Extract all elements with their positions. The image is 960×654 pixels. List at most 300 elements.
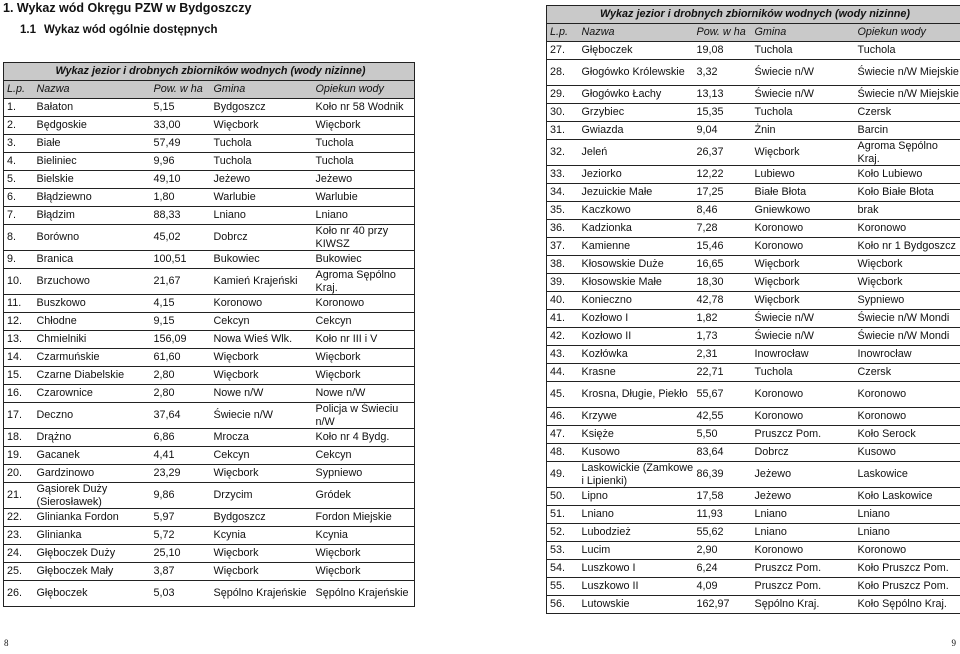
table-cell: 162,97 bbox=[694, 596, 752, 614]
table-cell: Więcbork bbox=[855, 256, 960, 274]
table-cell: 12,22 bbox=[694, 166, 752, 184]
table-row bbox=[4, 225, 415, 251]
table-row bbox=[4, 367, 415, 385]
table-cell: 22. bbox=[4, 509, 34, 527]
table-cell: 10. bbox=[4, 269, 34, 295]
table-cell: Sypniewo bbox=[855, 292, 960, 310]
table-cell: Tuchola bbox=[211, 135, 313, 153]
table-cell: Luszkowo II bbox=[579, 578, 694, 596]
table-cell: Kozłówka bbox=[579, 346, 694, 364]
table-cell: 43. bbox=[547, 346, 579, 364]
table-cell: Lubodzież bbox=[579, 524, 694, 542]
table-cell: 55,67 bbox=[694, 382, 752, 408]
table-cell: Kadzionka bbox=[579, 220, 694, 238]
table-cell: 21. bbox=[4, 483, 34, 509]
table-cell: 9,86 bbox=[151, 483, 211, 509]
table-cell: 28. bbox=[547, 60, 579, 86]
table-cell: Koronowo bbox=[313, 295, 415, 313]
table-cell: Kłosowskie Małe bbox=[579, 274, 694, 292]
table-cell: Koronowo bbox=[211, 295, 313, 313]
table-cell: 13,13 bbox=[694, 86, 752, 104]
table-cell: Głęboczek bbox=[579, 42, 694, 60]
table-cell: Bałaton bbox=[34, 99, 151, 117]
table-cell: Kamień Krajeński bbox=[211, 269, 313, 295]
column-header: Opiekun wody bbox=[313, 81, 415, 99]
table-cell: Lubiewo bbox=[752, 166, 855, 184]
table-cell: Świecie n/W bbox=[752, 60, 855, 86]
table-cell: 55. bbox=[547, 578, 579, 596]
table-cell: 15,35 bbox=[694, 104, 752, 122]
table-cell: Nowe n/W bbox=[313, 385, 415, 403]
table-cell: 39. bbox=[547, 274, 579, 292]
table-cell: Tuchola bbox=[855, 42, 960, 60]
table-cell: 9,15 bbox=[151, 313, 211, 331]
table-cell: Lucim bbox=[579, 542, 694, 560]
table-cell: Gwiazda bbox=[579, 122, 694, 140]
table-cell: 2,80 bbox=[151, 385, 211, 403]
table-cell: Czersk bbox=[855, 364, 960, 382]
table-cell: Drążno bbox=[34, 429, 151, 447]
table-row bbox=[547, 166, 960, 184]
table-cell: 83,64 bbox=[694, 444, 752, 462]
table-cell: Świecie n/W Miejskie bbox=[855, 60, 960, 86]
table-cell: 38. bbox=[547, 256, 579, 274]
table-row bbox=[547, 596, 960, 614]
table-cell: 88,33 bbox=[151, 207, 211, 225]
table-cell: Czarmuńskie bbox=[34, 349, 151, 367]
table-cell: 7. bbox=[4, 207, 34, 225]
table-cell: 6,24 bbox=[694, 560, 752, 578]
table-cell: Czarne Diabelskie bbox=[34, 367, 151, 385]
table-cell: 9. bbox=[4, 251, 34, 269]
table-cell: Kozłowo I bbox=[579, 310, 694, 328]
table-cell: Białe bbox=[34, 135, 151, 153]
table-cell: Świecie n/W Mondi bbox=[855, 328, 960, 346]
table-cell: 49. bbox=[547, 462, 579, 488]
table-cell: Konieczno bbox=[579, 292, 694, 310]
table-cell: Lniano bbox=[752, 524, 855, 542]
table-row bbox=[547, 488, 960, 506]
table-cell: Glinianka bbox=[34, 527, 151, 545]
table-cell: Głęboczek Duży bbox=[34, 545, 151, 563]
table-cell: Białe Błota bbox=[752, 184, 855, 202]
table-cell: Chłodne bbox=[34, 313, 151, 331]
table-cell: 33,00 bbox=[151, 117, 211, 135]
table-cell: Bydgoszcz bbox=[211, 99, 313, 117]
table-cell: Głęboczek bbox=[34, 581, 151, 607]
column-header: Nazwa bbox=[34, 81, 151, 99]
table-cell: Świecie n/W bbox=[752, 86, 855, 104]
table-cell: 6,86 bbox=[151, 429, 211, 447]
table-cell: Głogówko Łachy bbox=[579, 86, 694, 104]
table-cell: Sępólno Krajeńskie bbox=[313, 581, 415, 607]
table-cell: Koronowo bbox=[855, 542, 960, 560]
table-cell: Laskowickie (Zamkowe i Lipienki) bbox=[579, 462, 694, 488]
page-number-right: 9 bbox=[951, 638, 956, 648]
table-title: Wykaz jezior i drobnych zbiorników wodnych (wody nizinne) bbox=[4, 63, 415, 81]
table-row bbox=[4, 135, 415, 153]
table-cell: 3,87 bbox=[151, 563, 211, 581]
waters-table-right bbox=[546, 5, 960, 614]
table-cell: 61,60 bbox=[151, 349, 211, 367]
table-cell: Więcbork bbox=[313, 349, 415, 367]
table-cell: Jeżewo bbox=[313, 171, 415, 189]
table-cell: 15,46 bbox=[694, 238, 752, 256]
table-cell: 4,15 bbox=[151, 295, 211, 313]
table-row bbox=[4, 483, 415, 509]
table-cell: 56. bbox=[547, 596, 579, 614]
table-cell: Sępólno Kraj. bbox=[752, 596, 855, 614]
table-row bbox=[547, 122, 960, 140]
table-cell: Jeziorko bbox=[579, 166, 694, 184]
table-cell: Pruszcz Pom. bbox=[752, 578, 855, 596]
table-cell: Koronowo bbox=[752, 238, 855, 256]
table-cell: 54. bbox=[547, 560, 579, 578]
table-cell: Więcbork bbox=[752, 140, 855, 166]
table-row bbox=[4, 385, 415, 403]
table-cell: 8,46 bbox=[694, 202, 752, 220]
table-row bbox=[547, 364, 960, 382]
table-row bbox=[4, 331, 415, 349]
table-cell: 9,96 bbox=[151, 153, 211, 171]
table-cell: 7,28 bbox=[694, 220, 752, 238]
table-cell: Agroma Sępólno Kraj. bbox=[855, 140, 960, 166]
table-cell: Więcbork bbox=[752, 256, 855, 274]
column-header: Nazwa bbox=[579, 24, 694, 42]
table-cell: Błądzim bbox=[34, 207, 151, 225]
table-cell: Lniano bbox=[855, 524, 960, 542]
table-cell: Koronowo bbox=[855, 408, 960, 426]
table-cell: Krosna, Długie, Piekło bbox=[579, 382, 694, 408]
table-cell: 31. bbox=[547, 122, 579, 140]
table-cell: Kłosowskie Duże bbox=[579, 256, 694, 274]
table-cell: Lniano bbox=[313, 207, 415, 225]
table-row bbox=[4, 545, 415, 563]
table-cell: Agroma Sępólno Kraj. bbox=[313, 269, 415, 295]
table-cell: 49,10 bbox=[151, 171, 211, 189]
table-cell: Gacanek bbox=[34, 447, 151, 465]
table-cell: Tuchola bbox=[313, 153, 415, 171]
column-header: Opiekun wody bbox=[855, 24, 960, 42]
table-cell: Świecie n/W bbox=[211, 403, 313, 429]
table-cell: Nowe n/W bbox=[211, 385, 313, 403]
table-row bbox=[547, 274, 960, 292]
table-cell: 44. bbox=[547, 364, 579, 382]
table-cell: 5. bbox=[4, 171, 34, 189]
table-header-row bbox=[4, 81, 415, 99]
table-cell: 25,10 bbox=[151, 545, 211, 563]
table-cell: 5,72 bbox=[151, 527, 211, 545]
table-cell: Koronowo bbox=[855, 382, 960, 408]
table-cell: 29. bbox=[547, 86, 579, 104]
table-cell: Jeżewo bbox=[211, 171, 313, 189]
table-row bbox=[547, 578, 960, 596]
table-cell: 40. bbox=[547, 292, 579, 310]
right-page bbox=[480, 0, 960, 654]
table-cell: Kaczkowo bbox=[579, 202, 694, 220]
table-cell: Bieliniec bbox=[34, 153, 151, 171]
table-cell: 11. bbox=[4, 295, 34, 313]
table-cell: 48. bbox=[547, 444, 579, 462]
table-cell: Tuchola bbox=[752, 104, 855, 122]
table-cell: 2. bbox=[4, 117, 34, 135]
table-cell: 17. bbox=[4, 403, 34, 429]
table-cell: Jeżewo bbox=[752, 462, 855, 488]
table-row bbox=[4, 349, 415, 367]
table-row bbox=[4, 313, 415, 331]
table-row bbox=[547, 238, 960, 256]
table-cell: 35. bbox=[547, 202, 579, 220]
table-cell: Lniano bbox=[752, 506, 855, 524]
table-row bbox=[547, 560, 960, 578]
table-cell: Głęboczek Mały bbox=[34, 563, 151, 581]
column-header: Gmina bbox=[752, 24, 855, 42]
table-cell: Glinianka Fordon bbox=[34, 509, 151, 527]
table-cell: Koło nr 40 przy KIWSZ bbox=[313, 225, 415, 251]
table-cell: Bukowiec bbox=[211, 251, 313, 269]
table-cell: 86,39 bbox=[694, 462, 752, 488]
table-row bbox=[4, 563, 415, 581]
table-cell: 23,29 bbox=[151, 465, 211, 483]
waters-table-left bbox=[3, 62, 415, 607]
table-cell: Koronowo bbox=[752, 408, 855, 426]
table-cell: Gródek bbox=[313, 483, 415, 509]
table-cell: Gniewkowo bbox=[752, 202, 855, 220]
table-row bbox=[4, 527, 415, 545]
table-row bbox=[4, 465, 415, 483]
table-cell: Kamienne bbox=[579, 238, 694, 256]
table-cell: Pruszcz Pom. bbox=[752, 426, 855, 444]
table-cell: Kcynia bbox=[211, 527, 313, 545]
table-cell: 3,32 bbox=[694, 60, 752, 86]
table-cell: 5,03 bbox=[151, 581, 211, 607]
table-cell: Koło nr 1 Bydgoszcz bbox=[855, 238, 960, 256]
table-cell: Koło nr 58 Wodnik bbox=[313, 99, 415, 117]
table-cell: Czersk bbox=[855, 104, 960, 122]
table-cell: Krzywe bbox=[579, 408, 694, 426]
table-cell: Sypniewo bbox=[313, 465, 415, 483]
table-cell: Sępólno Krajeńskie bbox=[211, 581, 313, 607]
table-cell: 27. bbox=[547, 42, 579, 60]
table-cell: 41. bbox=[547, 310, 579, 328]
table-cell: Grzybiec bbox=[579, 104, 694, 122]
table-row bbox=[4, 403, 415, 429]
table-cell: 2,31 bbox=[694, 346, 752, 364]
table-cell: Policja w Świeciu n/W bbox=[313, 403, 415, 429]
table-row bbox=[547, 184, 960, 202]
table-cell: Więcbork bbox=[211, 545, 313, 563]
table-cell: 17,58 bbox=[694, 488, 752, 506]
table-row bbox=[547, 346, 960, 364]
table-cell: Więcbork bbox=[313, 117, 415, 135]
sub-heading bbox=[20, 24, 218, 36]
table-cell: 8. bbox=[4, 225, 34, 251]
table-cell: 15. bbox=[4, 367, 34, 385]
table-cell: 42. bbox=[547, 328, 579, 346]
table-cell: 2,90 bbox=[694, 542, 752, 560]
table-cell: 4. bbox=[4, 153, 34, 171]
table-cell: Świecie n/W bbox=[752, 310, 855, 328]
table-cell: 156,09 bbox=[151, 331, 211, 349]
table-cell: Lniano bbox=[855, 506, 960, 524]
table-cell: 20. bbox=[4, 465, 34, 483]
table-cell: Borówno bbox=[34, 225, 151, 251]
table-row bbox=[4, 99, 415, 117]
table-cell: Fordon Miejskie bbox=[313, 509, 415, 527]
table-cell: Koronowo bbox=[855, 220, 960, 238]
table-cell: Cekcyn bbox=[211, 313, 313, 331]
table-cell: Głogówko Królewskie bbox=[579, 60, 694, 86]
table-row bbox=[547, 256, 960, 274]
table-cell: 16,65 bbox=[694, 256, 752, 274]
table-row bbox=[547, 506, 960, 524]
table-cell: Laskowice bbox=[855, 462, 960, 488]
table-cell: 12. bbox=[4, 313, 34, 331]
table-cell: Tuchola bbox=[313, 135, 415, 153]
table-row bbox=[547, 310, 960, 328]
table-cell: Koło Pruszcz Pom. bbox=[855, 560, 960, 578]
table-cell: 4,41 bbox=[151, 447, 211, 465]
table-cell: Więcbork bbox=[211, 367, 313, 385]
table-cell: Koronowo bbox=[752, 382, 855, 408]
table-cell: 18. bbox=[4, 429, 34, 447]
table-header-row bbox=[547, 24, 960, 42]
table-cell: Branica bbox=[34, 251, 151, 269]
table-cell: Koło Lubiewo bbox=[855, 166, 960, 184]
table-cell: 37. bbox=[547, 238, 579, 256]
table-cell: 55,62 bbox=[694, 524, 752, 542]
table-cell: brak bbox=[855, 202, 960, 220]
table-cell: Czarownice bbox=[34, 385, 151, 403]
column-header: Pow. w ha bbox=[694, 24, 752, 42]
table-cell: Więcbork bbox=[313, 367, 415, 385]
table-cell: 33. bbox=[547, 166, 579, 184]
table-cell: 100,51 bbox=[151, 251, 211, 269]
column-header: L.p. bbox=[547, 24, 579, 42]
table-cell: 5,15 bbox=[151, 99, 211, 117]
table-cell: Cekcyn bbox=[211, 447, 313, 465]
table-cell: Więcbork bbox=[211, 117, 313, 135]
table-cell: 5,50 bbox=[694, 426, 752, 444]
table-cell: Więcbork bbox=[313, 563, 415, 581]
table-cell: Buszkowo bbox=[34, 295, 151, 313]
table-cell: Lutowskie bbox=[579, 596, 694, 614]
table-cell: Koło Laskowice bbox=[855, 488, 960, 506]
table-title-row bbox=[547, 6, 960, 24]
table-cell: 22,71 bbox=[694, 364, 752, 382]
table-row bbox=[547, 292, 960, 310]
table-cell: 16. bbox=[4, 385, 34, 403]
table-cell: 24. bbox=[4, 545, 34, 563]
column-header: Pow. w ha bbox=[151, 81, 211, 99]
table-row bbox=[547, 86, 960, 104]
table-cell: Bydgoszcz bbox=[211, 509, 313, 527]
table-cell: Dobrcz bbox=[211, 225, 313, 251]
table-row bbox=[547, 104, 960, 122]
table-cell: 1. bbox=[4, 99, 34, 117]
table-cell: Luszkowo I bbox=[579, 560, 694, 578]
table-cell: Żnin bbox=[752, 122, 855, 140]
table-cell: Świecie n/W bbox=[752, 328, 855, 346]
table-cell: Jeleń bbox=[579, 140, 694, 166]
table-cell: Lipno bbox=[579, 488, 694, 506]
table-cell: Więcbork bbox=[855, 274, 960, 292]
table-cell: 30. bbox=[547, 104, 579, 122]
table-cell: Kusowo bbox=[855, 444, 960, 462]
table-cell: Krasne bbox=[579, 364, 694, 382]
table-cell: 37,64 bbox=[151, 403, 211, 429]
table-cell: Koronowo bbox=[752, 542, 855, 560]
table-row bbox=[4, 429, 415, 447]
table-row bbox=[4, 189, 415, 207]
table-cell: 19,08 bbox=[694, 42, 752, 60]
table-cell: Bukowiec bbox=[313, 251, 415, 269]
table-row bbox=[547, 426, 960, 444]
table-cell: 13. bbox=[4, 331, 34, 349]
table-cell: Koło Białe Błota bbox=[855, 184, 960, 202]
table-cell: Świecie n/W Mondi bbox=[855, 310, 960, 328]
table-cell: Świecie n/W Miejskie bbox=[855, 86, 960, 104]
table-cell: Kcynia bbox=[313, 527, 415, 545]
table-cell: 45. bbox=[547, 382, 579, 408]
table-row bbox=[4, 295, 415, 313]
table-cell: Lniano bbox=[211, 207, 313, 225]
table-row bbox=[4, 447, 415, 465]
table-row bbox=[547, 220, 960, 238]
table-cell: Pruszcz Pom. bbox=[752, 560, 855, 578]
table-cell: Barcin bbox=[855, 122, 960, 140]
table-cell: Inowrocław bbox=[855, 346, 960, 364]
table-cell: Koło Sępólno Kraj. bbox=[855, 596, 960, 614]
table-row bbox=[4, 269, 415, 295]
table-cell: Cekcyn bbox=[313, 447, 415, 465]
table-cell: 51. bbox=[547, 506, 579, 524]
table-cell: 57,49 bbox=[151, 135, 211, 153]
table-cell: Bielskie bbox=[34, 171, 151, 189]
table-row bbox=[547, 444, 960, 462]
table-row bbox=[4, 251, 415, 269]
table-cell: 52. bbox=[547, 524, 579, 542]
table-cell: Więcbork bbox=[211, 465, 313, 483]
table-cell: Kusowo bbox=[579, 444, 694, 462]
table-row bbox=[547, 60, 960, 86]
table-cell: Inowrocław bbox=[752, 346, 855, 364]
table-cell: Będgoskie bbox=[34, 117, 151, 135]
table-row bbox=[547, 524, 960, 542]
table-cell: Więcbork bbox=[313, 545, 415, 563]
table-row bbox=[4, 153, 415, 171]
table-cell: 1,82 bbox=[694, 310, 752, 328]
main-heading: 1. Wykaz wód Okręgu PZW w Bydgoszczy bbox=[3, 1, 252, 15]
table-row bbox=[547, 542, 960, 560]
table-row bbox=[547, 42, 960, 60]
page-number-left: 8 bbox=[4, 638, 9, 648]
table-cell: Gardzinowo bbox=[34, 465, 151, 483]
table-cell: 1,73 bbox=[694, 328, 752, 346]
table-row bbox=[4, 509, 415, 527]
table-row bbox=[547, 140, 960, 166]
table-cell: 53. bbox=[547, 542, 579, 560]
table-cell: 25. bbox=[4, 563, 34, 581]
table-cell: 42,55 bbox=[694, 408, 752, 426]
column-header: Gmina bbox=[211, 81, 313, 99]
table-row bbox=[547, 328, 960, 346]
table-cell: 47. bbox=[547, 426, 579, 444]
table-cell: Tuchola bbox=[752, 364, 855, 382]
table-cell: Cekcyn bbox=[313, 313, 415, 331]
table-cell: Tuchola bbox=[211, 153, 313, 171]
table-cell: 21,67 bbox=[151, 269, 211, 295]
